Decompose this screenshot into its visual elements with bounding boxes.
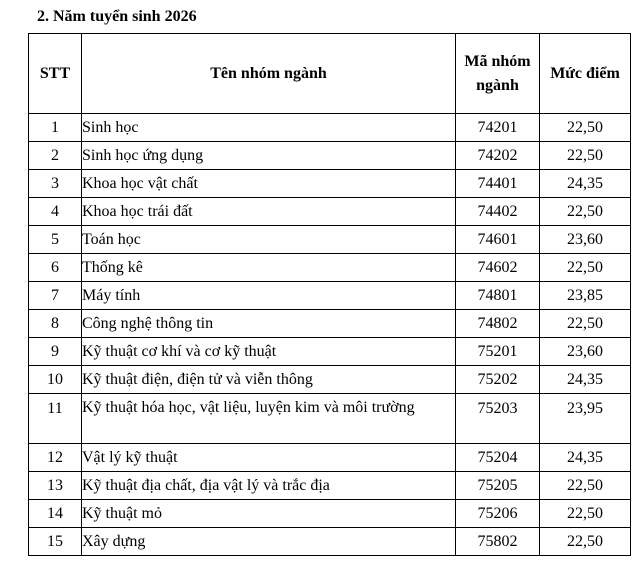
group-code-cell: 75205 <box>456 472 540 500</box>
group-name-cell: Kỹ thuật địa chất, địa vật lý và trắc địa <box>82 472 456 500</box>
stt-cell: 12 <box>29 444 82 472</box>
name-column-header: Tên nhóm ngành <box>82 34 456 114</box>
table-row <box>29 114 631 142</box>
score-cell: 24,35 <box>540 444 631 472</box>
group-code-cell: 75203 <box>456 394 540 444</box>
table-row <box>29 528 631 556</box>
score-cell: 22,50 <box>540 310 631 338</box>
group-code-cell: 74401 <box>456 170 540 198</box>
stt-cell: 10 <box>29 366 82 394</box>
score-cell: 22,50 <box>540 142 631 170</box>
table-row <box>29 282 631 310</box>
group-name-cell: Thống kê <box>82 254 456 282</box>
stt-cell: 14 <box>29 500 82 528</box>
table-header <box>29 34 631 114</box>
stt-cell: 4 <box>29 198 82 226</box>
table-row <box>29 142 631 170</box>
group-name-cell: Toán học <box>82 226 456 254</box>
stt-cell: 11 <box>29 394 82 444</box>
table-body <box>29 114 631 556</box>
table-row <box>29 394 631 444</box>
group-name-cell: Kỹ thuật điện, điện tử và viễn thông <box>82 366 456 394</box>
group-name-cell: Khoa học trái đất <box>82 198 456 226</box>
stt-cell: 9 <box>29 338 82 366</box>
stt-cell: 3 <box>29 170 82 198</box>
stt-column-header: STT <box>29 34 82 114</box>
group-code-cell: 74802 <box>456 310 540 338</box>
group-name-cell: Sinh học ứng dụng <box>82 142 456 170</box>
stt-cell: 13 <box>29 472 82 500</box>
score-cell: 22,50 <box>540 472 631 500</box>
score-cell: 23,95 <box>540 394 631 444</box>
score-cell: 23,60 <box>540 226 631 254</box>
score-cell: 22,50 <box>540 198 631 226</box>
group-name-cell: Vật lý kỹ thuật <box>82 444 456 472</box>
group-name-cell: Sinh học <box>82 114 456 142</box>
stt-cell: 1 <box>29 114 82 142</box>
score-cell: 22,50 <box>540 254 631 282</box>
group-code-cell: 74601 <box>456 226 540 254</box>
group-name-cell: Khoa học vật chất <box>82 170 456 198</box>
admission-scores-table <box>28 33 631 556</box>
group-code-cell: 74402 <box>456 198 540 226</box>
table-row <box>29 444 631 472</box>
group-name-cell: Kỹ thuật mỏ <box>82 500 456 528</box>
header-row <box>29 34 631 114</box>
stt-cell: 7 <box>29 282 82 310</box>
table-row <box>29 366 631 394</box>
section-heading: 2. Năm tuyển sinh 2026 <box>37 8 197 25</box>
group-code-cell: 74202 <box>456 142 540 170</box>
group-code-cell: 75206 <box>456 500 540 528</box>
score-column-header: Mức điểm <box>540 34 631 114</box>
stt-cell: 6 <box>29 254 82 282</box>
score-cell: 22,50 <box>540 114 631 142</box>
stt-cell: 5 <box>29 226 82 254</box>
group-code-cell: 75204 <box>456 444 540 472</box>
group-name-cell: Kỹ thuật hóa học, vật liệu, luyện kim và môi trường <box>82 394 456 444</box>
score-cell: 22,50 <box>540 500 631 528</box>
table-row <box>29 500 631 528</box>
group-code-cell: 74602 <box>456 254 540 282</box>
score-cell: 23,60 <box>540 338 631 366</box>
table-row <box>29 310 631 338</box>
group-code-cell: 75201 <box>456 338 540 366</box>
group-code-cell: 75202 <box>456 366 540 394</box>
group-code-cell: 75802 <box>456 528 540 556</box>
score-cell: 24,35 <box>540 366 631 394</box>
group-name-cell: Máy tính <box>82 282 456 310</box>
score-cell: 22,50 <box>540 528 631 556</box>
group-code-cell: 74201 <box>456 114 540 142</box>
group-code-cell: 74801 <box>456 282 540 310</box>
group-name-cell: Công nghệ thông tin <box>82 310 456 338</box>
table-row <box>29 472 631 500</box>
table-row <box>29 198 631 226</box>
score-cell: 23,85 <box>540 282 631 310</box>
stt-cell: 2 <box>29 142 82 170</box>
group-name-cell: Xây dựng <box>82 528 456 556</box>
code-column-header: Mã nhóm ngành <box>456 34 540 114</box>
stt-cell: 8 <box>29 310 82 338</box>
table-row <box>29 226 631 254</box>
table-row <box>29 338 631 366</box>
table-row <box>29 170 631 198</box>
score-cell: 24,35 <box>540 170 631 198</box>
table-row <box>29 254 631 282</box>
stt-cell: 15 <box>29 528 82 556</box>
group-name-cell: Kỹ thuật cơ khí và cơ kỹ thuật <box>82 338 456 366</box>
